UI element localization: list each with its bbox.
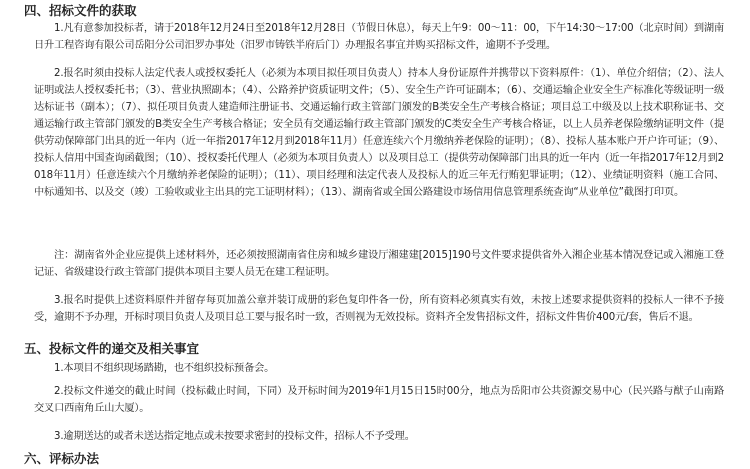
- section-5-paragraph-2: 2.投标文件递交的截止时间（投标截止时间，下同）及开标时间为2019年1月15日15时00分，地点为岳阳市公共资源交易中心（民兴路与猷子山南路交叉口西南角丘山大厦）。: [34, 386, 724, 414]
- section-5-paragraph-3: 3.逾期送达的或者未送达指定地点或未按要求密封的投标文件，招标人不予受理。: [54, 431, 415, 442]
- section-4-paragraph-1: 1.凡有意参加投标者，请于2018年12月24日至2018年12月28日（节假日休息），每天上午9：00～11：00，下午14:30～17:00（北京时间）到湖南日升工程咨询有限公司岳阳分公司汨罗办事处（汨罗市铸铁半府后门）办理报名事宜并购买招标文件，逾期不予受理。: [34, 23, 724, 51]
- section-4-note: 注：湖南省外企业应提供上述材料外，还必须按照湖南省住房和城乡建设厅湘建建[2015]190号文件要求提供省外入湘企业基本情况登记或入湘施工登记证、省级建设行政主管部门提供本项目主要人员无在建工程证明。: [34, 250, 724, 278]
- section-4-paragraph-2: 2.报名时须由投标人法定代表人或授权委托人（必须为本项目拟任项目负责人）持本人身份证原件并携带以下资料原件：（1）、单位介绍信；（2）、法人证明或法人授权委托书；（3）、营业执照副本；（4）、公路养护资质证明文件；（5）、安全生产许可证副本；（6）、交通运输企业安全生产标准化等级证明一级达标证书（副本）；（7）、拟任项目负责人建造师注册证书、交通运输行政主管部门颁发的B类安全生产考核合格证；项目总工中级及以上技术职称证书、交通运输行政主管部门颁发的B类安全生产考核合格证；安全员有交通运输行政主管部门颁发的C类安全生产考核合格证，以上人员养老保险缴纳证明文件（提供劳动保障部门出具的近一年内（近一年指2017年12月到2018年11月）任意连续六个月缴纳养老保险的证明）；（8）、投标人基本账户开户许可证；（9）、投标人信用中国查询函截图；（10）、授权委托代理人（必须为本项目负责人）以及项目总工（提供劳动保障部门出具的近一年内（近一年指2017年12月到2018年11月）任意连续六个月缴纳养老保险的证明）；（11）、项目经理和法定代表人及投标人的近三年无行贿犯罪证明；（12）、业绩证明资料（施工合同、中标通知书、以及交（竣）工验收或业主出具的完工证明材料）；（13）、湖南省或全国公路建设市场信用信息管理系统查询“从业单位”截图打印页。: [34, 68, 724, 198]
- section-heading-6: 六、评标办法: [24, 451, 100, 466]
- section-5-paragraph-1: 1.本项目不组织现场踏勘，也不组织投标预备会。: [54, 363, 275, 374]
- section-heading-4: 四、招标文件的获取: [24, 3, 137, 18]
- section-4-paragraph-3: 3.报名时提供上述资料原件并留存每页加盖公章并装订成册的彩色复印件各一份，所有资料必须真实有效，未按上述要求提供资料的投标人一律不予接受，逾期不予办理，开标时项目负责人及项目总工要与报名时一致，否则视为无效投标。资料齐全发售招标文件，招标文件售价400元/套，售后不退。: [34, 295, 724, 323]
- section-heading-5: 五、投标文件的递交及相关事宜: [24, 341, 200, 356]
